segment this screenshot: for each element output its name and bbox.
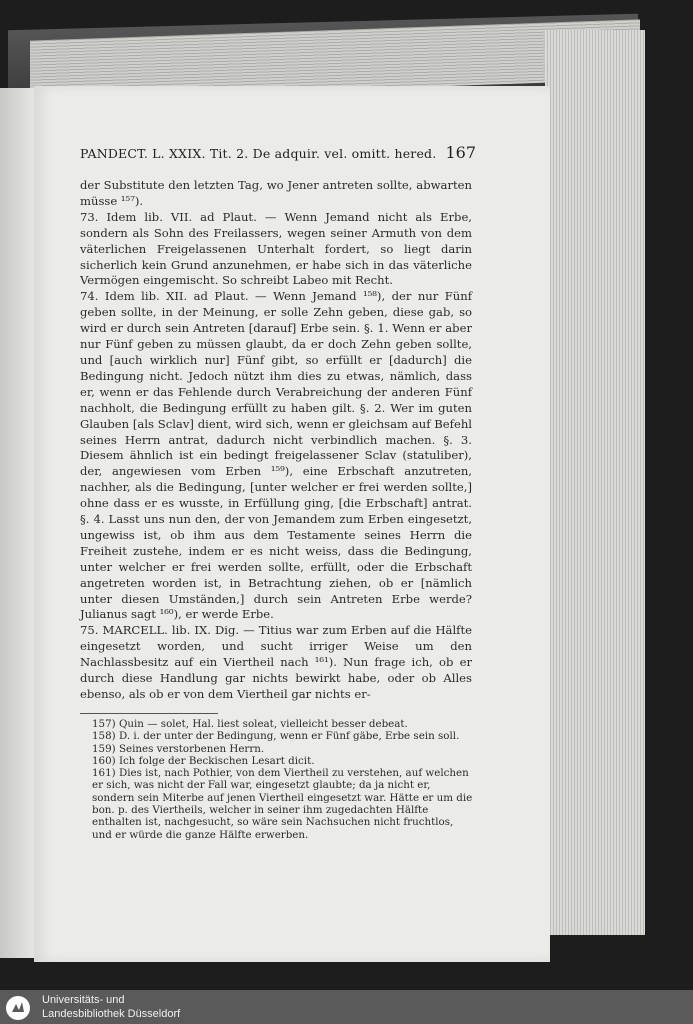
header-title: PANDECT. L. XXIX. Tit. 2. De adquir. vel. omitt. hered.	[80, 146, 437, 161]
footnotes	[92, 718, 474, 841]
paragraph: 73. Idem lib. VII. ad Plaut. — Wenn Jemand nicht als Erbe, sondern als Sohn des Freilassers, wegen seiner Armuth von dem väterlichen Freigelassenen Unterhalt fordert, so liegt darin sicherlich kein Grund anzunehmen, er habe sich in das väterliche Vermögen eingemischt. So schreibt Labeo mit Recht.	[80, 209, 472, 288]
library-name-line2: Landesbibliothek Düsseldorf	[42, 1008, 181, 1020]
paragraph: 74. Idem lib. XII. ad Plaut. — Wenn Jemand ¹⁵⁸), der nur Fünf geben sollte, in der Meinung, er solle Zehn geben, diese gab, so wird er durch sein Antreten [darauf] Erbe sein. §. 1. Wenn er aber nur Fünf geben zu müssen glaubt, da er doch Zehn geben sollte, und [auch wirklich nur] Fünf gibt, so erfüllt er [dadurch] die Bedingung nicht. Jedoch nützt ihm dies zu etwas, nämlich, dass er, wenn er das Fehlende durch Verabreichung der anderen Fünf nachholt, die Bedingung erfüllt zu haben gilt. §. 2. Wer im guten Glauben [als Sclav] dient, wird sich, wenn er gleichsam auf Befehl seines Herrn antrat, dadurch nicht verbindlich machen. §. 3. Diesem ähnlich ist ein bedingt freigelassener Sclav (statuliber), der, angewiesen vom Erben ¹⁵⁹), eine Erbschaft anzutreten, nachher, als die Bedingung, [unter welcher er frei werden sollte,] ohne dass er es wusste, in Erfüllung ging, [die Erbschaft] antrat. §. 4. Lasst uns nun den, der von Jemandem zum Erben eingesetzt, ungewiss ist, ob ihm aus dem Testamente seines Herrn die Freiheit zustehe, indem er es nicht weiss, dass die Bedingung, unter welcher er frei werden sollte, erfüllt, oder die Erbschaft angetreten worden ist, in Betrachtung ziehen, ob er [nämlich unter diesen Umständen,] durch sein Antreten Erbe werde? Julianus sagt ¹⁶⁰), er werde Erbe.	[80, 289, 472, 622]
page-block-edge	[545, 30, 645, 935]
footnote: 159) Seines verstorbenen Herrn.	[92, 742, 265, 755]
page-number: 167	[445, 143, 476, 162]
paragraph: der Substitute den letzten Tag, wo Jener antreten sollte, abwarten müsse ¹⁵⁷).	[80, 178, 472, 208]
running-header	[80, 143, 476, 164]
paragraph: 75. MARCELL. lib. IX. Dig. — Titius war zum Erben auf die Hälfte eingesetzt worden, und sucht irriger Weise um den Nachlassbesitz auf ein Viertheil nach ¹⁶¹). Nun frage ich, ob er durch diese Handlung gar nichts bewirkt habe, oder ob Alles ebenso, als ob er von dem Viertheil gar nichts er-	[80, 623, 472, 701]
facing-page-edge	[0, 88, 38, 958]
library-logo-icon	[6, 996, 30, 1020]
footnote: 160) Ich folge der Beckischen Lesart dicit.	[92, 754, 315, 767]
footnote: 157) Quin — solet, Hal. liest soleat, vielleicht besser debeat.	[92, 718, 408, 730]
library-name-line1: Universitäts- und	[42, 994, 125, 1006]
footnote: 161) Dies ist, nach Pothier, von dem Viertheil zu verstehen, auf welchen er sich, was nicht der Fall war, eingesetzt glaubte; da ja nicht er, sondern sein Miterbe auf jenen Viertheil eingesetzt war. Hätte er um die bon. p. des Viertheils, welcher in seiner ihm zugedachten Hälfte enthalten ist, nachgesucht, so wäre sein Nachsuchen nicht fruchtlos, und er würde die ganze Hälfte erwerben.	[92, 767, 473, 841]
footnote: 158) D. i. der unter der Bedingung, wenn er Fünf gäbe, Erbe sein soll.	[92, 730, 460, 743]
main-text	[80, 178, 472, 703]
footnote-rule	[80, 713, 218, 714]
